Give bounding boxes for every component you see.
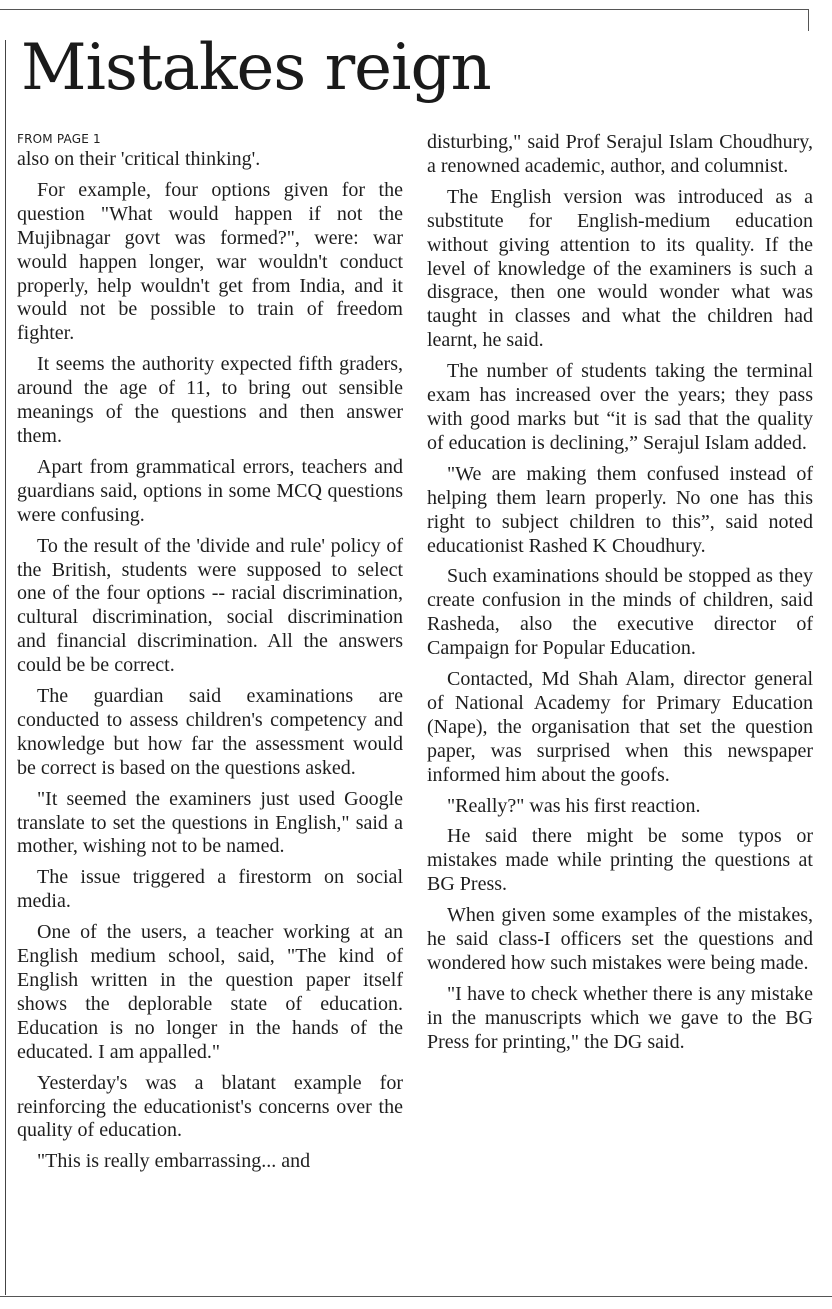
kicker: FROM PAGE 1 bbox=[17, 132, 101, 146]
paragraph: Contacted, Md Shah Alam, director general of National Academy for Primary Education (Nape), the organisation that set the question paper, was surprised when this newspaper informed him about the goofs. bbox=[427, 668, 813, 786]
paragraph: The English version was introduced as a substitute for English-medium education without giving attention to its quality. If the level of knowledge of the examiners is such a disgrace, then one would wonder what was taught in classes and what the children had learnt, he said. bbox=[427, 185, 813, 352]
article-column-left bbox=[17, 130, 403, 1181]
top-rule bbox=[0, 9, 808, 10]
paragraph: He said there might be some typos or mistakes made while printing the questions at BG Press. bbox=[427, 825, 813, 896]
paragraph: "I have to check whether there is any mistake in the manuscripts which we gave to the BG Press for printing," the DG said. bbox=[427, 982, 813, 1053]
paragraph: For example, four options given for the question "What would happen if not the Mujibnagar govt was formed?", were: war would happen longer, war wouldn't conduct properly, help wouldn't get from India, and it would not be possible to train of freedom fighter. bbox=[17, 178, 403, 345]
corner-rule bbox=[808, 9, 809, 31]
paragraph: It seems the authority expected fifth graders, around the age of 11, to bring out sensible meanings of the questions and then answer them. bbox=[17, 353, 403, 447]
paragraph: The guardian said examinations are conducted to assess children's competency and knowledge but how far the assessment would be correct is based on the questions asked. bbox=[17, 685, 403, 779]
paragraph: disturbing," said Prof Serajul Islam Choudhury, a renowned academic, author, and columnist. bbox=[427, 131, 813, 177]
headline: Mistakes reign bbox=[21, 31, 491, 105]
paragraph: also on their 'critical thinking'. bbox=[17, 148, 261, 170]
paragraph: "This is really embarrassing... and bbox=[37, 1150, 311, 1173]
paragraph: "It seemed the examiners just used Google translate to set the questions in English," said a mother, wishing not to be named. bbox=[17, 787, 403, 858]
paragraph: Apart from grammatical errors, teachers and guardians said, options in some MCQ questions were confusing. bbox=[17, 455, 403, 526]
paragraph: Yesterday's was a blatant example for reinforcing the educationist's concerns over the quality of education. bbox=[17, 1071, 403, 1142]
paragraph: The issue triggered a firestorm on social media. bbox=[17, 866, 403, 913]
paragraph: When given some examples of the mistakes, he said class-I officers set the questions and wondered how such mistakes were being made. bbox=[427, 904, 813, 974]
bottom-rule bbox=[0, 1296, 832, 1297]
left-column-rule bbox=[5, 40, 6, 1295]
paragraph: "Really?" was his first reaction. bbox=[447, 794, 701, 817]
paragraph: One of the users, a teacher working at an English medium school, said, "The kind of English written in the question paper itself shows the deplorable state of education. Education is no longer in the hands of the educated. I am appalled." bbox=[17, 921, 403, 1063]
paragraph: The number of students taking the terminal exam has increased over the years; they pass with good marks but “it is sad that the quality of education is declining,” Serajul Islam added. bbox=[427, 360, 813, 454]
paragraph: To the result of the 'divide and rule' policy of the British, students were supposed to select one of the four options -- racial discrimination, cultural discrimination, social discrimination and financial discrimination. All the answers could be be correct. bbox=[17, 534, 403, 677]
paragraph: Such examinations should be stopped as they create confusion in the minds of children, said Rasheda, also the executive director of Campaign for Popular Education. bbox=[427, 565, 813, 660]
paragraph: "We are making them confused instead of helping them learn properly. No one has this right to subject children to this”, said noted educationist Rashed K Choudhury. bbox=[427, 462, 813, 557]
article-column-right bbox=[427, 131, 813, 1062]
